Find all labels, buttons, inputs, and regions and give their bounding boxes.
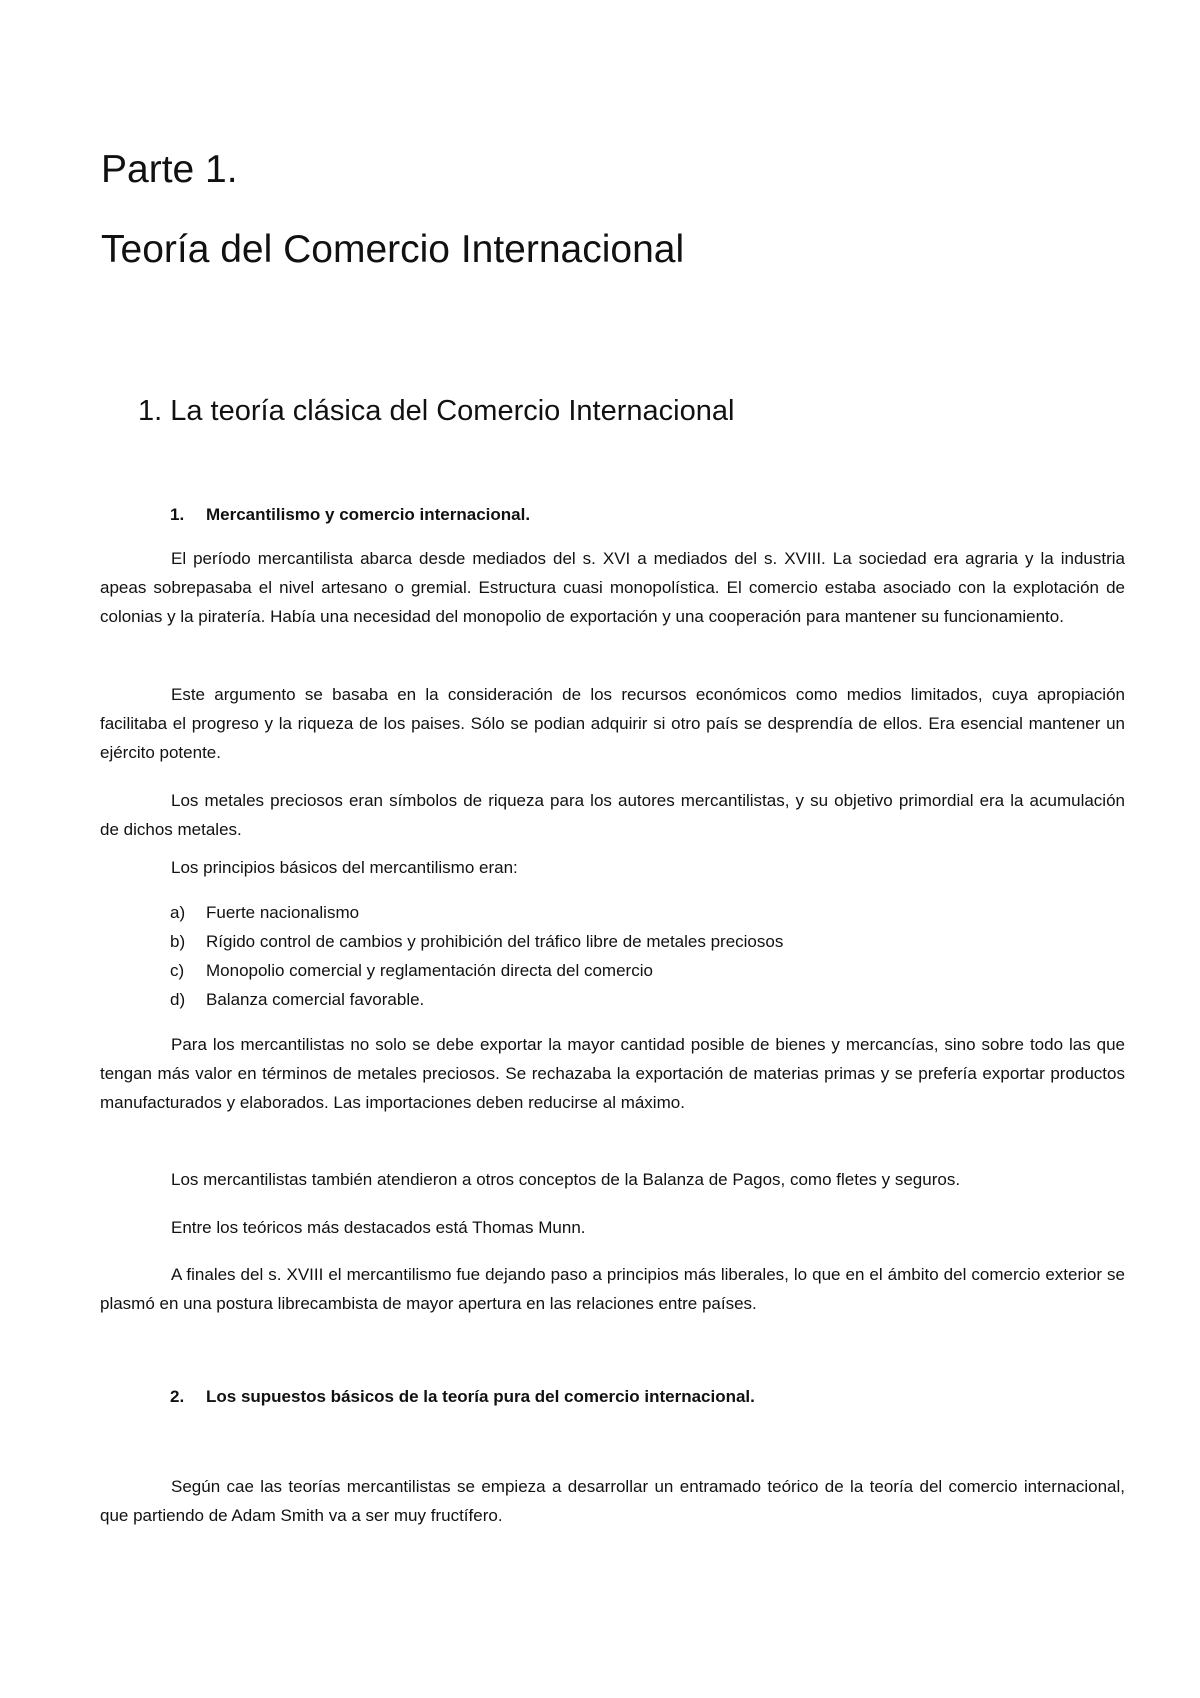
subsection-number: 1. (170, 505, 185, 524)
subsection-title: Mercantilismo y comercio internacional. (206, 505, 531, 524)
principles-list (170, 898, 783, 1014)
list-marker: a) (170, 903, 186, 922)
paragraph-balance-of-payments: Los mercantilistas también atendieron a otros conceptos de la Balanza de Pagos, como fletes y seguros. (171, 1170, 961, 1189)
list-item (170, 956, 783, 985)
paragraph-liberal-transition: A finales del s. XVIII el mercantilismo fue dejando paso a principios más liberales, lo que en el ámbito del comercio exterior se plasmó en una postura librecambista de mayor apertura en las relaciones entre países. (100, 1265, 1125, 1313)
list-item-text: Balanza comercial favorable. (206, 990, 425, 1009)
list-item (170, 985, 783, 1014)
list-item (170, 927, 783, 956)
list-item (170, 898, 783, 927)
paragraph-pure-theory: Según cae las teorías mercantilistas se empieza a desarrollar un entramado teórico de la teoría del comercio internacional, que partiendo de Adam Smith va a ser muy fructífero. (100, 1477, 1125, 1525)
list-item-text: Monopolio comercial y reglamentación directa del comercio (206, 961, 653, 980)
paragraph-mercantilist-period: El período mercantilista abarca desde mediados del s. XVI a mediados del s. XVIII. La sociedad era agraria y la industria apeas sobrepasaba el nivel artesano o gremial. Estructura cuasi monopolística. El comercio estaba asociado con la explotación de colonias y la piratería. Había una necesidad del monopolio de exportación y una cooperación para mantener su funcionamiento. (100, 549, 1125, 626)
section-heading: 1. La teoría clásica del Comercio Internacional (138, 395, 735, 427)
subsection-heading-2 (170, 1387, 755, 1407)
paragraph-precious-metals: Los metales preciosos eran símbolos de riqueza para los autores mercantilistas, y su objetivo primordial era la acumulación de dichos metales. (100, 791, 1125, 839)
paragraph-principles-intro: Los principios básicos del mercantilismo eran: (171, 858, 518, 877)
list-item-text: Fuerte nacionalismo (206, 903, 360, 922)
list-marker: c) (170, 961, 185, 980)
subsection-heading-1 (170, 505, 530, 525)
list-item-text: Rígido control de cambios y prohibición del tráfico libre de metales preciosos (206, 932, 784, 951)
paragraph-thomas-munn: Entre los teóricos más destacados está Thomas Munn. (171, 1218, 586, 1237)
subsection-title: Los supuestos básicos de la teoría pura del comercio internacional. (206, 1387, 755, 1406)
paragraph-economic-resources: Este argumento se basaba en la consideración de los recursos económicos como medios limitados, cuya apropiación facilitaba el progreso y la riqueza de los paises. Sólo se podian adquirir si otro país se desprendía de ellos. Era esencial mantener un ejército potente. (100, 685, 1125, 762)
subsection-number: 2. (170, 1387, 185, 1406)
part-subtitle: Teoría del Comercio Internacional (101, 228, 685, 271)
list-marker: d) (170, 990, 186, 1009)
paragraph-exports: Para los mercantilistas no solo se debe exportar la mayor cantidad posible de bienes y mercancías, sino sobre todo las que tengan más valor en términos de metales preciosos. Se rechazaba la exportación de materias primas y se prefería exportar productos manufacturados y elaborados. Las importaciones deben reducirse al máximo. (100, 1035, 1125, 1112)
part-title: Parte 1. (101, 148, 238, 191)
list-marker: b) (170, 932, 186, 951)
